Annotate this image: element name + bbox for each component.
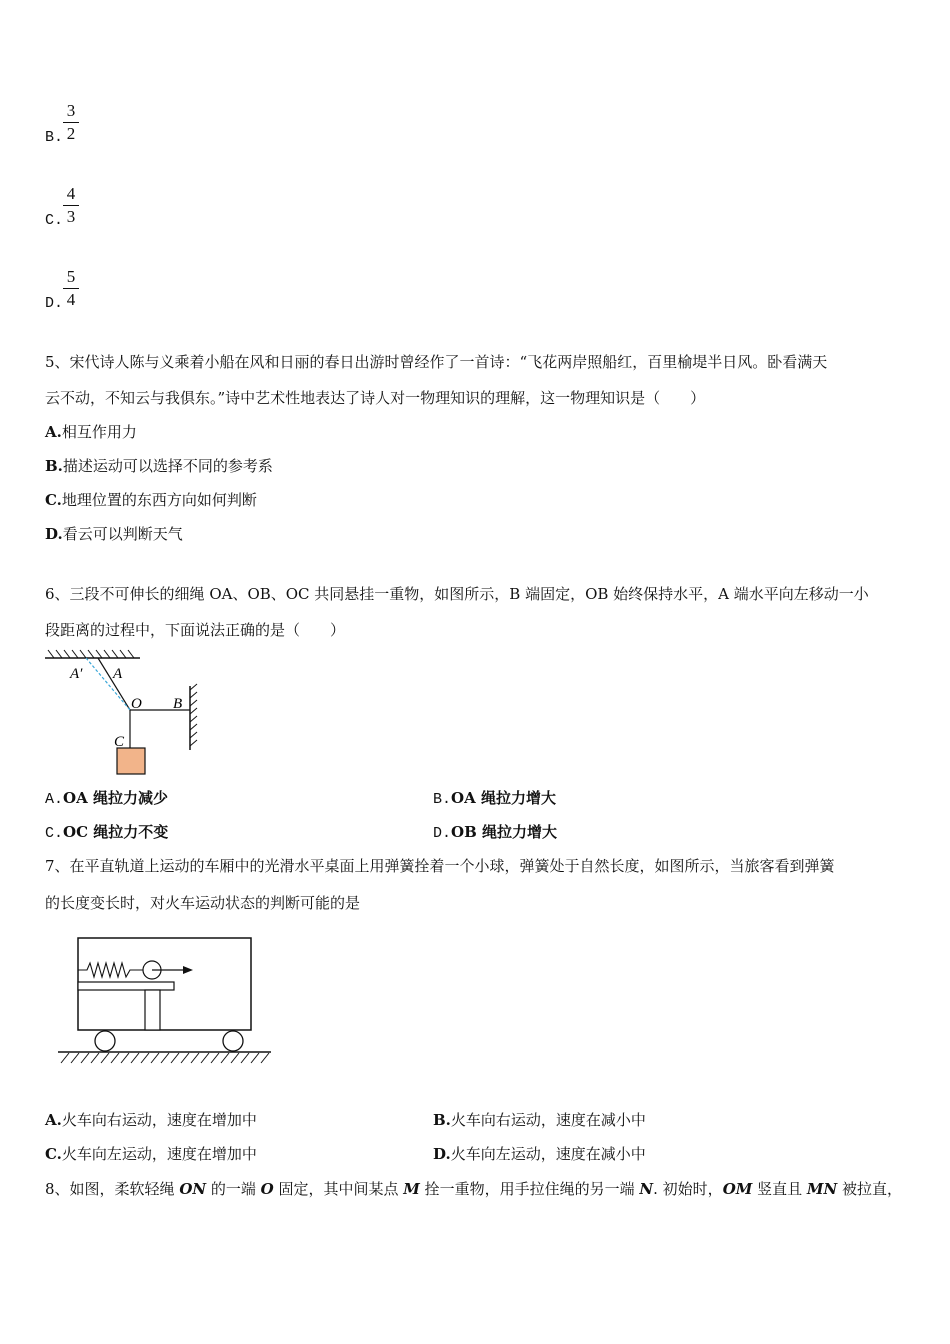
option-label: B. [45, 457, 63, 475]
option-c [45, 822, 168, 844]
option-label: C. [45, 491, 62, 509]
option-d [433, 822, 557, 844]
denominator: 3 [66, 207, 76, 226]
option-label: C. [45, 1145, 62, 1163]
variable: O [260, 1180, 274, 1198]
question-text-line: 云不动，不知云与我俱东。”诗中艺术性地表达了诗人对一物理知识的理解，这一物理知识是（ ） [45, 389, 706, 407]
option-text: 地理位置的东西方向如何判断 [61, 491, 257, 509]
numerator: 4 [66, 184, 76, 203]
option-label: B. [433, 1111, 451, 1129]
variable: OM [722, 1180, 753, 1198]
question-text-line: 5、宋代诗人陈与义乘着小船在风和日丽的春日出游时曾经作了一首诗：“飞花两岸照船红，百里榆堤半日风。卧看满天 [45, 353, 828, 371]
option-label: A. [45, 423, 62, 441]
variable: MN [806, 1180, 838, 1198]
option-text: 火车向左运动，速度在增加中 [61, 1145, 257, 1163]
option-a [45, 422, 137, 442]
question-text-line: 7、在平直轨道上运动的车厢中的光滑水平桌面上用弹簧拴着一个小球，弹簧处于自然长度，如图所示，当旅客看到弹簧 [45, 857, 835, 875]
train-car-diagram [55, 935, 275, 1070]
option-c [45, 1144, 257, 1164]
numerator: 3 [66, 101, 76, 120]
numerator: 5 [66, 267, 76, 286]
text-segment: 的一端 [206, 1180, 261, 1198]
option-text: OA 绳拉力减少 [63, 789, 168, 807]
option-label: D. [45, 295, 64, 312]
option-text: 描述运动可以选择不同的参考系 [62, 457, 273, 475]
text-segment: 固定，其中间某点 [273, 1180, 404, 1198]
option-text: 相互作用力 [61, 423, 137, 441]
label-c: C [114, 734, 125, 750]
question-text-line: 的长度变长时，对火车运动状态的判断可能的是 [45, 894, 361, 912]
question-text-line: 段距离的过程中，下面说法正确的是（ ） [45, 621, 346, 639]
option-c [45, 490, 257, 510]
option-label: A. [45, 791, 64, 808]
question-text-line: 6、三段不可伸长的细绳 OA、OB、OC 共同悬挂一重物，如图所示，B 端固定，OB 始终保持水平，A 端水平向左移动一小 [45, 585, 869, 603]
option-text: 火车向右运动，速度在增加中 [61, 1111, 257, 1129]
option-d [433, 1144, 646, 1164]
label-o: O [131, 696, 142, 712]
option-a [45, 1110, 257, 1130]
option-text: OB 绳拉力增大 [451, 823, 557, 841]
option-label: C. [45, 212, 64, 229]
variable: M [403, 1180, 420, 1198]
option-text: OC 绳拉力不变 [63, 823, 169, 841]
question-8-text [45, 1179, 902, 1199]
denominator: 2 [66, 124, 76, 143]
fraction [63, 101, 79, 144]
option-b [433, 788, 556, 810]
option-label: D. [433, 1145, 451, 1163]
variable: ON [179, 1180, 207, 1198]
option-text: 看云可以判断天气 [62, 525, 183, 543]
label-a: A [113, 666, 123, 682]
text-segment: 8、如图，柔软轻绳 [45, 1180, 180, 1198]
option-text: 火车向右运动，速度在减小中 [450, 1111, 646, 1129]
text-segment: . 初始时， [653, 1180, 723, 1198]
fraction [63, 267, 79, 310]
option-text: OA 绳拉力增大 [451, 789, 556, 807]
rope-diagram [40, 648, 210, 778]
option-b [433, 1110, 646, 1130]
label-a-prime: A′ [70, 666, 83, 682]
label-b: B [173, 696, 183, 712]
text-segment: 被拉直， [837, 1180, 903, 1198]
option-label: B. [433, 791, 452, 808]
variable: N [639, 1180, 654, 1198]
fraction [63, 184, 79, 227]
option-label: A. [45, 1111, 62, 1129]
option-label: D. [433, 825, 452, 842]
option-b [45, 456, 273, 476]
option-label: D. [45, 525, 63, 543]
option-d [45, 524, 183, 544]
option-text: 火车向左运动，速度在减小中 [450, 1145, 646, 1163]
text-segment: 拴一重物，用手拉住绳的另一端 [419, 1180, 640, 1198]
option-label: B. [45, 129, 64, 146]
denominator: 4 [66, 290, 76, 309]
text-segment: 竖直且 [752, 1180, 807, 1198]
option-a [45, 788, 168, 810]
option-label: C. [45, 825, 64, 842]
